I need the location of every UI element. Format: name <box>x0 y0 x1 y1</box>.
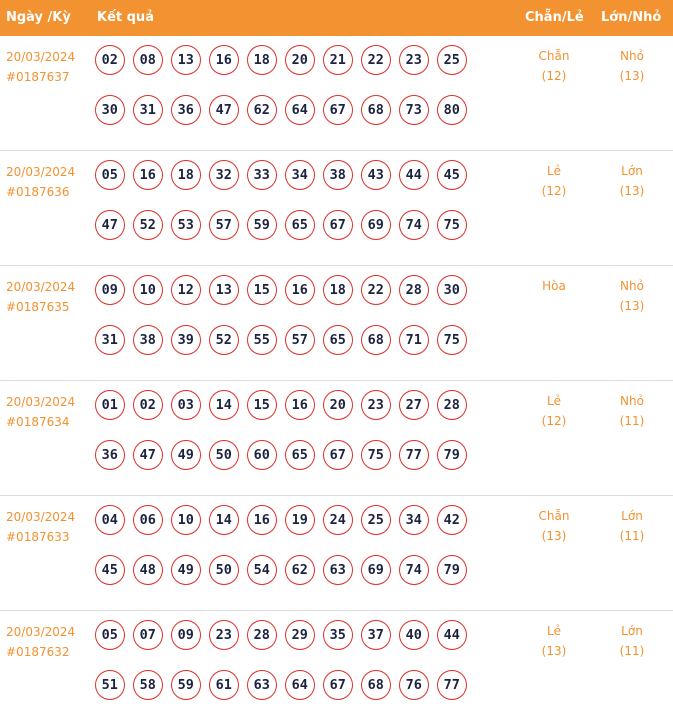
number-ball: 23 <box>399 45 429 75</box>
number-ball: 13 <box>209 275 239 305</box>
number-ball: 09 <box>95 275 125 305</box>
chanle-count: (13) <box>541 529 567 543</box>
number-ball: 18 <box>171 160 201 190</box>
draw-date: 20/03/2024 <box>6 165 76 179</box>
number-ball: 18 <box>247 45 277 75</box>
chanle-stat <box>524 161 584 201</box>
draw-number-link[interactable]: #0187637 <box>6 70 70 84</box>
number-ball: 64 <box>285 670 315 700</box>
number-ball: 16 <box>209 45 239 75</box>
number-ball: 45 <box>95 555 125 585</box>
number-ball: 13 <box>171 45 201 75</box>
number-ball: 67 <box>323 95 353 125</box>
lonnho-label: Nhỏ <box>620 394 644 408</box>
result-balls <box>95 45 475 145</box>
number-ball: 21 <box>323 45 353 75</box>
number-ball: 27 <box>399 390 429 420</box>
chanle-label: Chẵn <box>538 49 570 63</box>
chanle-label: Lẻ <box>546 164 562 178</box>
number-ball: 22 <box>361 275 391 305</box>
draw-date: 20/03/2024 <box>6 625 76 639</box>
number-ball: 36 <box>95 440 125 470</box>
number-ball: 15 <box>247 390 277 420</box>
ball-line <box>95 555 475 587</box>
number-ball: 20 <box>323 390 353 420</box>
number-ball: 16 <box>133 160 163 190</box>
number-ball: 68 <box>361 670 391 700</box>
number-ball: 59 <box>247 210 277 240</box>
number-ball: 25 <box>361 505 391 535</box>
lonnho-count: (11) <box>619 414 645 428</box>
number-ball: 09 <box>171 620 201 650</box>
lonnho-count: (13) <box>619 299 645 313</box>
header-lonnho-column: Lớn/Nhỏ <box>601 10 662 25</box>
number-ball: 68 <box>361 325 391 355</box>
number-ball: 79 <box>437 555 467 585</box>
number-ball: 33 <box>247 160 277 190</box>
number-ball: 32 <box>209 160 239 190</box>
number-ball: 14 <box>209 505 239 535</box>
draw-date: 20/03/2024 <box>6 280 76 294</box>
number-ball: 58 <box>133 670 163 700</box>
number-ball: 61 <box>209 670 239 700</box>
number-ball: 54 <box>247 555 277 585</box>
number-ball: 77 <box>399 440 429 470</box>
result-row <box>0 36 673 151</box>
number-ball: 03 <box>171 390 201 420</box>
number-ball: 75 <box>437 210 467 240</box>
number-ball: 50 <box>209 440 239 470</box>
ball-line <box>95 620 475 652</box>
number-ball: 44 <box>399 160 429 190</box>
number-ball: 08 <box>133 45 163 75</box>
number-ball: 47 <box>95 210 125 240</box>
number-ball: 30 <box>437 275 467 305</box>
lonnho-stat <box>602 621 662 661</box>
number-ball: 39 <box>171 325 201 355</box>
number-ball: 49 <box>171 440 201 470</box>
number-ball: 24 <box>323 505 353 535</box>
chanle-stat <box>524 391 584 431</box>
ball-line <box>95 45 475 77</box>
lonnho-label: Nhỏ <box>620 49 644 63</box>
chanle-stat <box>524 46 584 86</box>
result-balls <box>95 275 475 375</box>
result-row <box>0 611 673 725</box>
number-ball: 36 <box>171 95 201 125</box>
number-ball: 14 <box>209 390 239 420</box>
number-ball: 57 <box>209 210 239 240</box>
lonnho-count: (13) <box>619 69 645 83</box>
result-balls <box>95 160 475 260</box>
number-ball: 73 <box>399 95 429 125</box>
ball-line <box>95 160 475 192</box>
chanle-label: Lẻ <box>546 624 562 638</box>
number-ball: 44 <box>437 620 467 650</box>
number-ball: 38 <box>133 325 163 355</box>
number-ball: 15 <box>247 275 277 305</box>
number-ball: 28 <box>437 390 467 420</box>
results-list <box>0 36 673 725</box>
number-ball: 16 <box>285 275 315 305</box>
lonnho-stat <box>602 46 662 86</box>
number-ball: 38 <box>323 160 353 190</box>
number-ball: 28 <box>399 275 429 305</box>
number-ball: 75 <box>437 325 467 355</box>
lonnho-label: Nhỏ <box>620 279 644 293</box>
number-ball: 37 <box>361 620 391 650</box>
number-ball: 69 <box>361 555 391 585</box>
number-ball: 71 <box>399 325 429 355</box>
ball-line <box>95 440 475 472</box>
result-balls <box>95 620 475 720</box>
chanle-count: (13) <box>541 644 567 658</box>
number-ball: 18 <box>323 275 353 305</box>
number-ball: 45 <box>437 160 467 190</box>
number-ball: 64 <box>285 95 315 125</box>
number-ball: 68 <box>361 95 391 125</box>
number-ball: 49 <box>171 555 201 585</box>
lonnho-label: Lớn <box>621 164 643 178</box>
number-ball: 57 <box>285 325 315 355</box>
number-ball: 10 <box>171 505 201 535</box>
ball-line <box>95 210 475 242</box>
number-ball: 65 <box>285 210 315 240</box>
number-ball: 62 <box>247 95 277 125</box>
draw-info <box>6 392 75 432</box>
header-chanle-column: Chẵn/Lẻ <box>525 10 584 25</box>
number-ball: 47 <box>209 95 239 125</box>
result-row <box>0 151 673 266</box>
number-ball: 31 <box>95 325 125 355</box>
number-ball: 16 <box>247 505 277 535</box>
number-ball: 23 <box>361 390 391 420</box>
number-ball: 20 <box>285 45 315 75</box>
number-ball: 53 <box>171 210 201 240</box>
draw-info <box>6 622 75 662</box>
ball-line <box>95 670 475 702</box>
chanle-stat <box>524 276 584 296</box>
chanle-stat <box>524 506 584 546</box>
number-ball: 75 <box>361 440 391 470</box>
number-ball: 60 <box>247 440 277 470</box>
ball-line <box>95 390 475 422</box>
draw-number-link[interactable]: #0187635 <box>6 300 70 314</box>
chanle-label: Hòa <box>542 279 566 293</box>
number-ball: 63 <box>247 670 277 700</box>
number-ball: 65 <box>323 325 353 355</box>
lonnho-count: (13) <box>619 184 645 198</box>
number-ball: 16 <box>285 390 315 420</box>
draw-date: 20/03/2024 <box>6 50 76 64</box>
number-ball: 48 <box>133 555 163 585</box>
number-ball: 02 <box>133 390 163 420</box>
chanle-label: Lẻ <box>546 394 562 408</box>
draw-number-link[interactable]: #0187632 <box>6 645 70 659</box>
number-ball: 43 <box>361 160 391 190</box>
lonnho-label: Lớn <box>621 624 643 638</box>
number-ball: 74 <box>399 210 429 240</box>
number-ball: 02 <box>95 45 125 75</box>
chanle-stat <box>524 621 584 661</box>
ball-line <box>95 95 475 127</box>
number-ball: 50 <box>209 555 239 585</box>
number-ball: 67 <box>323 440 353 470</box>
draw-number-link[interactable]: #0187634 <box>6 415 70 429</box>
number-ball: 63 <box>323 555 353 585</box>
lonnho-stat <box>602 161 662 201</box>
draw-number-link[interactable]: #0187633 <box>6 530 70 544</box>
number-ball: 69 <box>361 210 391 240</box>
number-ball: 05 <box>95 620 125 650</box>
lonnho-count: (11) <box>619 529 645 543</box>
result-balls <box>95 390 475 490</box>
result-balls <box>95 505 475 605</box>
draw-info <box>6 507 75 547</box>
number-ball: 30 <box>95 95 125 125</box>
number-ball: 67 <box>323 210 353 240</box>
number-ball: 52 <box>209 325 239 355</box>
draw-number-link[interactable]: #0187636 <box>6 185 70 199</box>
draw-date: 20/03/2024 <box>6 395 76 409</box>
lonnho-stat <box>602 276 662 316</box>
lonnho-count: (11) <box>619 644 645 658</box>
chanle-label: Chẵn <box>538 509 570 523</box>
number-ball: 77 <box>437 670 467 700</box>
number-ball: 01 <box>95 390 125 420</box>
number-ball: 34 <box>399 505 429 535</box>
number-ball: 10 <box>133 275 163 305</box>
chanle-count: (12) <box>541 184 567 198</box>
number-ball: 80 <box>437 95 467 125</box>
number-ball: 55 <box>247 325 277 355</box>
header-date-column: Ngày /Kỳ <box>6 10 71 25</box>
draw-info <box>6 162 75 202</box>
number-ball: 04 <box>95 505 125 535</box>
draw-date: 20/03/2024 <box>6 510 76 524</box>
number-ball: 34 <box>285 160 315 190</box>
result-row <box>0 381 673 496</box>
number-ball: 19 <box>285 505 315 535</box>
number-ball: 52 <box>133 210 163 240</box>
number-ball: 28 <box>247 620 277 650</box>
result-row <box>0 496 673 611</box>
lonnho-stat <box>602 506 662 546</box>
number-ball: 12 <box>171 275 201 305</box>
result-row <box>0 266 673 381</box>
ball-line <box>95 275 475 307</box>
number-ball: 51 <box>95 670 125 700</box>
number-ball: 35 <box>323 620 353 650</box>
number-ball: 42 <box>437 505 467 535</box>
chanle-count: (12) <box>541 69 567 83</box>
number-ball: 06 <box>133 505 163 535</box>
number-ball: 22 <box>361 45 391 75</box>
number-ball: 76 <box>399 670 429 700</box>
number-ball: 07 <box>133 620 163 650</box>
number-ball: 47 <box>133 440 163 470</box>
ball-line <box>95 505 475 537</box>
draw-info <box>6 47 75 87</box>
number-ball: 74 <box>399 555 429 585</box>
lonnho-label: Lớn <box>621 509 643 523</box>
number-ball: 62 <box>285 555 315 585</box>
number-ball: 25 <box>437 45 467 75</box>
chanle-count: (12) <box>541 414 567 428</box>
number-ball: 67 <box>323 670 353 700</box>
number-ball: 05 <box>95 160 125 190</box>
number-ball: 59 <box>171 670 201 700</box>
table-header <box>0 0 673 36</box>
lonnho-stat <box>602 391 662 431</box>
number-ball: 31 <box>133 95 163 125</box>
number-ball: 79 <box>437 440 467 470</box>
number-ball: 29 <box>285 620 315 650</box>
number-ball: 23 <box>209 620 239 650</box>
ball-line <box>95 325 475 357</box>
number-ball: 40 <box>399 620 429 650</box>
number-ball: 65 <box>285 440 315 470</box>
draw-info <box>6 277 75 317</box>
header-result-column: Kết quả <box>97 10 154 25</box>
